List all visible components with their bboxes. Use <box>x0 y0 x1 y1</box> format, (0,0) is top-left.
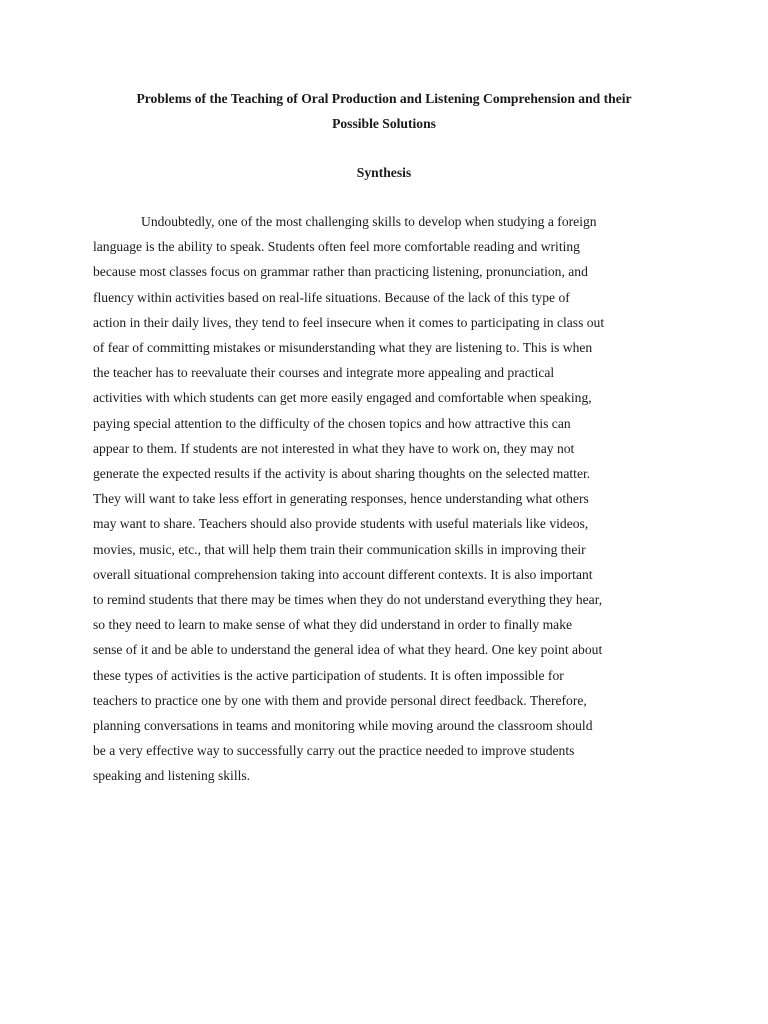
paragraph-line: so they need to learn to make sense of what they did understand in order to finally make <box>93 617 573 633</box>
paragraph-line: the teacher has to reevaluate their courses and integrate more appealing and practical <box>93 365 555 381</box>
title-line: Possible Solutions <box>332 116 436 131</box>
paragraph-line: Undoubtedly, one of the most challenging skills to develop when studying a foreign <box>141 214 597 229</box>
paragraph-line: sense of it and be able to understand the general idea of what they heard. One key point about <box>93 642 603 658</box>
paragraph-line: overall situational comprehension taking into account different contexts. It is also important <box>93 566 593 582</box>
paragraph-line: of fear of committing mistakes or misunderstanding what they are listening to. This is when <box>93 340 593 356</box>
paragraph-line: fluency within activities based on real-life situations. Because of the lack of this type of <box>93 289 570 305</box>
paragraph-line: generate the expected results if the activity is about sharing thoughts on the selected matter. <box>93 466 591 482</box>
paragraph-line: paying special attention to the difficulty of the chosen topics and how attractive this can <box>93 415 571 431</box>
paragraph-line: planning conversations in teams and monitoring while moving around the classroom should <box>93 718 593 734</box>
title-line: Problems of the Teaching of Oral Production and Listening Comprehension and their <box>136 91 632 106</box>
paragraph-line: speaking and listening skills. <box>93 768 251 784</box>
body-paragraph <box>93 209 668 789</box>
paragraph-line: language is the ability to speak. Students often feel more comfortable reading and writing <box>93 239 580 255</box>
paragraph-line: to remind students that there may be times when they do not understand everything they hear, <box>93 592 603 608</box>
paragraph-line: movies, music, etc., that will help them train their communication skills in improving their <box>93 541 586 557</box>
paragraph-line: action in their daily lives, they tend to feel insecure when it comes to participating in class out <box>93 314 605 330</box>
paragraph-line: activities with which students can get more easily engaged and comfortable when speaking, <box>93 390 592 406</box>
paragraph-line: They will want to take less effort in generating responses, hence understanding what others <box>93 491 589 507</box>
document-title <box>80 86 688 136</box>
section-heading: Synthesis <box>356 165 412 180</box>
paragraph-line: appear to them. If students are not interested in what they have to work on, they may not <box>93 440 575 456</box>
paragraph-line: these types of activities is the active participation of students. It is often impossible for <box>93 667 564 683</box>
paragraph-line: teachers to practice one by one with them and provide personal direct feedback. Therefore, <box>93 692 587 708</box>
paragraph-line: because most classes focus on grammar rather than practicing listening, pronunciation, and <box>93 264 588 280</box>
paragraph-line: may want to share. Teachers should also provide students with useful materials like videos, <box>93 516 589 532</box>
paragraph-line: be a very effective way to successfully carry out the practice needed to improve students <box>93 743 575 759</box>
